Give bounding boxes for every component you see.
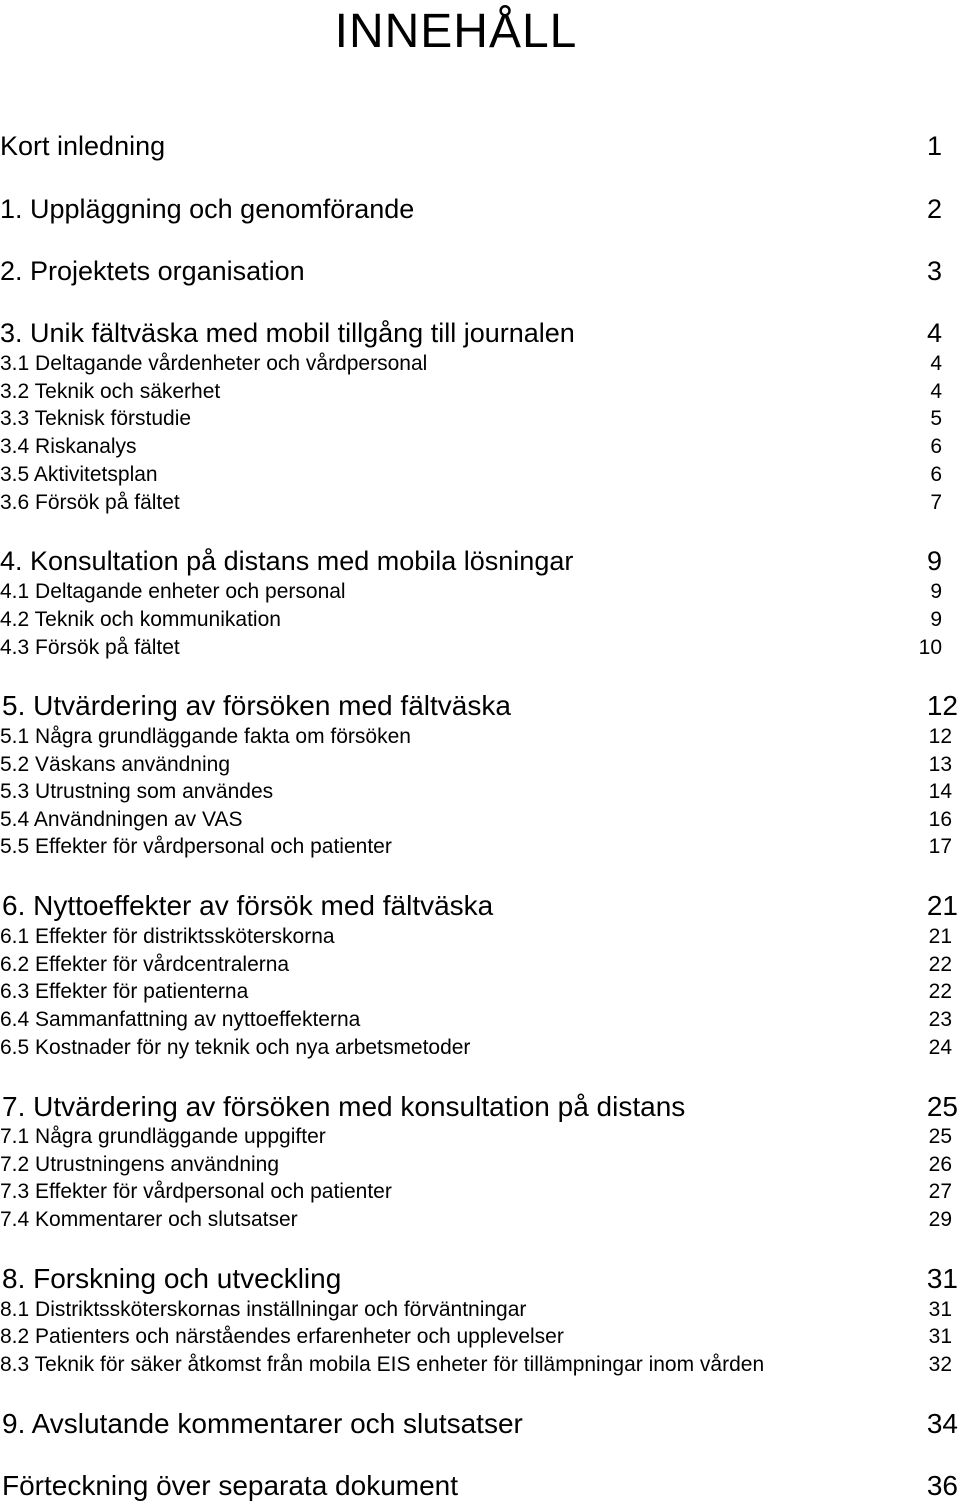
toc-entry-5-1[interactable]: [0, 723, 960, 753]
toc-entry-page: 4: [930, 352, 942, 375]
toc-entry-page: 29: [928, 1208, 952, 1231]
toc-entry-label: 8. Forskning och utveckling: [2, 1263, 342, 1294]
page-title: INNEHÅLL: [334, 5, 578, 58]
toc-entry-page: 5: [930, 407, 942, 430]
toc-entry-chapter-8[interactable]: [0, 1264, 960, 1294]
toc-entry-page: 21: [926, 890, 958, 921]
toc-entry-label: 7.4 Kommentarer och slutsatser: [0, 1208, 298, 1231]
toc-entry-page: 4: [930, 380, 942, 403]
toc-entry-label: 6.3 Effekter för patienterna: [0, 980, 249, 1003]
toc-entry-page: 31: [926, 1263, 958, 1294]
toc-entry-page: 27: [928, 1180, 952, 1203]
toc-entry-page: 36: [926, 1470, 958, 1501]
toc-entry-chapter-2[interactable]: [0, 256, 960, 286]
toc-entry-label: 7.3 Effekter för vårdpersonal och patienter: [0, 1180, 392, 1203]
toc-entry-label: 8.2 Patienters och närståendes erfarenheter och upplevelser: [0, 1325, 564, 1348]
toc-entry-label: 5.3 Utrustning som användes: [0, 780, 274, 803]
toc-entry-chapter-6[interactable]: [0, 891, 960, 921]
toc-entry-page: 2: [926, 194, 942, 224]
toc-entry-5-2[interactable]: [0, 751, 960, 781]
toc-entry-label: 6.2 Effekter för vårdcentralerna: [0, 953, 290, 976]
toc-entry-6-1[interactable]: [0, 923, 960, 953]
toc-entry-page: 1: [926, 131, 942, 161]
toc-entry-6-3[interactable]: [0, 978, 960, 1008]
toc-entry-label: 6.5 Kostnader för ny teknik och nya arbetsmetoder: [0, 1036, 471, 1059]
toc-entry-4-3[interactable]: [0, 634, 960, 664]
toc-entry-chapter-7[interactable]: [0, 1092, 960, 1122]
toc-entry-label: 9. Avslutande kommentarer och slutsatser: [2, 1408, 523, 1439]
toc-entry-label: 3.5 Aktivitetsplan: [0, 463, 158, 486]
toc-entry-6-4[interactable]: [0, 1006, 960, 1036]
toc-entry-page: 6: [930, 463, 942, 486]
toc-entry-3-6[interactable]: [0, 489, 960, 519]
toc-entry-label: 3.2 Teknik och säkerhet: [0, 380, 221, 403]
toc-entry-label: 5.1 Några grundläggande fakta om försöken: [0, 725, 411, 748]
toc-entry-label: 2. Projektets organisation: [0, 256, 305, 286]
toc-entry-label: 5.4 Användningen av VAS: [0, 808, 243, 831]
toc-entry-label: 8.1 Distriktssköterskornas inställningar och förväntningar: [0, 1298, 527, 1321]
toc-entry-chapter-4[interactable]: [0, 546, 960, 576]
toc-entry-chapter-3[interactable]: [0, 318, 960, 348]
toc-entry-label: 1. Uppläggning och genomförande: [0, 194, 415, 224]
toc-entry-5-4[interactable]: [0, 806, 960, 836]
toc-entry-3-4[interactable]: [0, 433, 960, 463]
toc-entry-page: 21: [928, 925, 952, 948]
toc-entry-8-1[interactable]: [0, 1296, 960, 1326]
toc-entry-page: 4: [926, 318, 942, 348]
toc-entry-label: 3.1 Deltagande vårdenheter och vårdpersonal: [0, 352, 428, 375]
toc-entry-3-1[interactable]: [0, 350, 960, 380]
toc-entry-label: 8.3 Teknik för säker åtkomst från mobila EIS enheter för tillämpningar inom vården: [0, 1353, 765, 1376]
toc-entry-label: 4.3 Försök på fältet: [0, 636, 180, 659]
toc-entry-page: 9: [930, 608, 942, 631]
toc-entry-page: 10: [918, 636, 942, 659]
toc-entry-7-4[interactable]: [0, 1206, 960, 1236]
toc-entry-page: 24: [928, 1036, 952, 1059]
toc-entry-8-2[interactable]: [0, 1323, 960, 1353]
toc-entry-page: 7: [930, 491, 942, 514]
toc-entry-label: 6.1 Effekter för distriktssköterskorna: [0, 925, 335, 948]
toc-entry-label: 3. Unik fältväska med mobil tillgång till journalen: [0, 318, 575, 348]
toc-entry-chapter-5[interactable]: [0, 691, 960, 721]
toc-entry-4-1[interactable]: [0, 578, 960, 608]
toc-entry-page: 16: [928, 808, 952, 831]
toc-entry-3-2[interactable]: [0, 378, 960, 408]
toc-entry-4-2[interactable]: [0, 606, 960, 636]
toc-entry-page: 9: [930, 580, 942, 603]
toc-entry-page: 22: [928, 953, 952, 976]
toc-entry-chapter-1[interactable]: [0, 194, 960, 224]
toc-entry-7-1[interactable]: [0, 1123, 960, 1153]
toc-entry-page: 17: [928, 835, 952, 858]
toc-entry-page: 23: [928, 1008, 952, 1031]
toc-entry-label: 7. Utvärdering av försöken med konsultation på distans: [2, 1091, 686, 1122]
toc-entry-label: 6.4 Sammanfattning av nyttoeffekterna: [0, 1008, 361, 1031]
toc-entry-label: 4. Konsultation på distans med mobila lösningar: [0, 546, 574, 576]
toc-entry-7-2[interactable]: [0, 1151, 960, 1181]
toc-entry-6-2[interactable]: [0, 951, 960, 981]
toc-entry-page: 12: [928, 725, 952, 748]
toc-entry-page: 12: [926, 690, 958, 721]
toc-entry-7-3[interactable]: [0, 1178, 960, 1208]
toc-entry-page: 6: [930, 435, 942, 458]
toc-entry-label: 5.2 Väskans användning: [0, 753, 231, 776]
toc-entry-page: 25: [928, 1125, 952, 1148]
toc-entry-label: 3.6 Försök på fältet: [0, 491, 180, 514]
toc-entry-page: 31: [928, 1325, 952, 1348]
toc-entry-5-3[interactable]: [0, 778, 960, 808]
toc-entry-label: 3.3 Teknisk förstudie: [0, 407, 192, 430]
toc-entry-page: 31: [928, 1298, 952, 1321]
toc-entry-label: 4.1 Deltagande enheter och personal: [0, 580, 346, 603]
toc-entry-page: 14: [928, 780, 952, 803]
toc-entry-label: 5.5 Effekter för vårdpersonal och patienter: [0, 835, 392, 858]
toc-entry-label: 7.1 Några grundläggande uppgifter: [0, 1125, 326, 1148]
toc-entry-page: 25: [926, 1091, 958, 1122]
toc-entry-chapter-9[interactable]: [0, 1409, 960, 1439]
toc-entry-label: 6. Nyttoeffekter av försök med fältväska: [2, 890, 494, 921]
toc-entry-page: 13: [928, 753, 952, 776]
toc-entry-label: Förteckning över separata dokument: [2, 1470, 459, 1501]
toc-entry-separate-documents[interactable]: [0, 1471, 960, 1501]
toc-entry-intro[interactable]: [0, 131, 960, 161]
toc-entry-label: 4.2 Teknik och kommunikation: [0, 608, 281, 631]
toc-entry-label: 7.2 Utrustningens användning: [0, 1153, 280, 1176]
toc-entry-label: 3.4 Riskanalys: [0, 435, 137, 458]
toc-entry-page: 32: [928, 1353, 952, 1376]
toc-entry-page: 22: [928, 980, 952, 1003]
toc-entry-label: Kort inledning: [0, 131, 166, 161]
toc-entry-label: 5. Utvärdering av försöken med fältväska: [2, 690, 511, 721]
toc-entry-page: 3: [926, 256, 942, 286]
toc-entry-3-5[interactable]: [0, 461, 960, 491]
toc-entry-page: 26: [928, 1153, 952, 1176]
toc-entry-3-3[interactable]: [0, 405, 960, 435]
toc-entry-page: 9: [926, 546, 942, 576]
toc-entry-8-3[interactable]: [0, 1351, 960, 1381]
toc-entry-page: 34: [926, 1408, 958, 1439]
toc-entry-5-5[interactable]: [0, 833, 960, 863]
toc-entry-6-5[interactable]: [0, 1034, 960, 1064]
